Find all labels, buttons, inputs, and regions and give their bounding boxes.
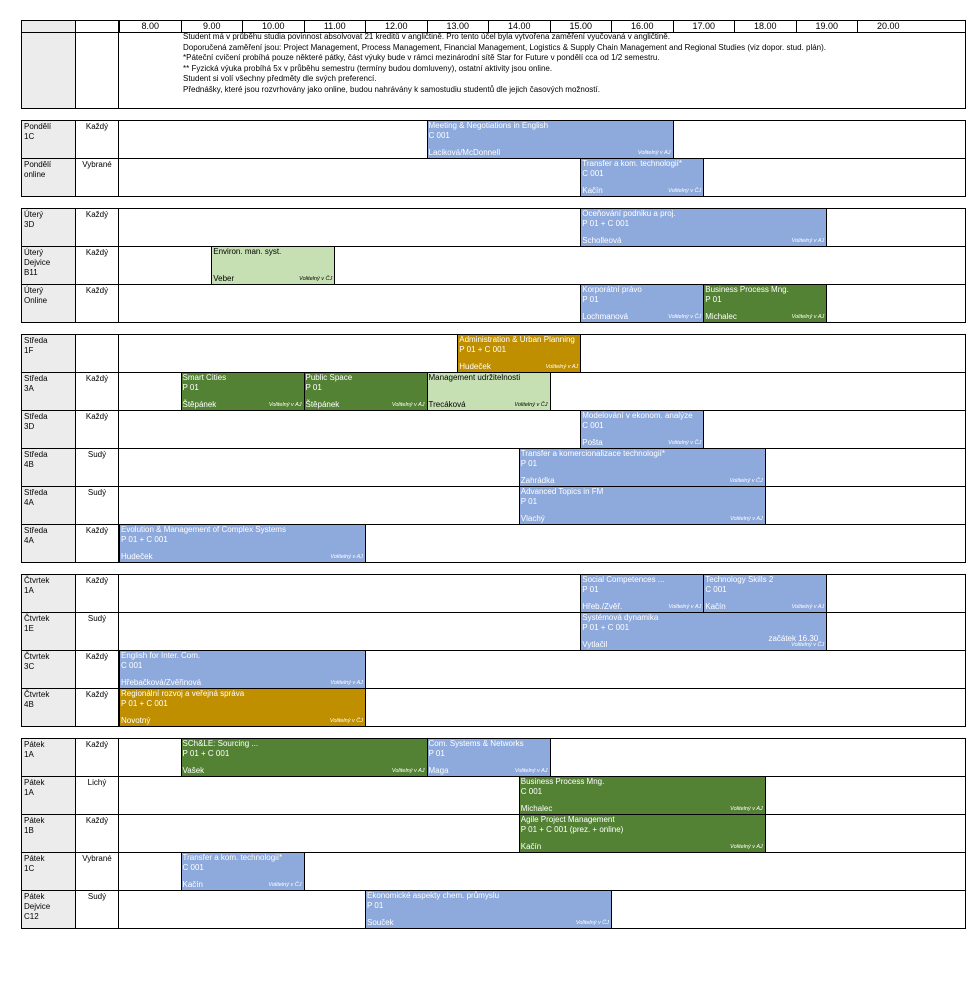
course-note: Volitelný v AJ — [330, 680, 363, 686]
row-frequency: Každý — [76, 575, 119, 612]
row-label: Pátek 1B — [22, 815, 76, 852]
course-block[interactable] — [703, 284, 827, 323]
course-note: Volitelný v AJ — [730, 516, 763, 522]
course-room: P 01 + C 001 — [582, 623, 630, 632]
info-line: Student má v průběhu studia povinnost absolvovat 21 kreditů v angličtině. Pro tento účel byla vytvořena zaměření vyučovaná v angličtině. — [183, 32, 670, 41]
course-note: Volitelný v ČJ — [514, 402, 548, 408]
course-room: C 001 — [582, 169, 604, 178]
row-frequency: Každý — [76, 285, 119, 322]
course-note: Volitelný v ČJ — [668, 314, 702, 320]
row-divider — [21, 158, 966, 159]
course-note: Volitelný v ČJ — [668, 440, 702, 446]
row-divider — [21, 410, 966, 411]
course-note: Volitelný v AJ — [268, 402, 302, 408]
course-room: C 001 — [428, 131, 450, 140]
course-note: Volitelný v ČJ — [791, 642, 825, 648]
course-note: Volitelný v AJ — [391, 402, 425, 408]
hour-header: 16.00 — [611, 20, 673, 32]
hour-header: 20.00 — [857, 20, 919, 32]
course-title: Systémová dynamika — [582, 613, 659, 622]
course-start-note: začátek 16.30 — [768, 634, 819, 643]
row-frequency: Každý — [76, 373, 119, 410]
course-title: Administration & Urban Planning — [459, 335, 575, 344]
course-lecturer: Štěpánek — [305, 400, 340, 409]
course-note: Volitelný v AJ — [730, 806, 763, 812]
course-block[interactable] — [365, 890, 612, 929]
hour-header: 13.00 — [427, 20, 489, 32]
course-lecturer: Hřebačková/Zvěřinová — [121, 678, 202, 687]
course-note: Volitelný v AJ — [791, 314, 825, 320]
course-room: P 01 + C 001 — [459, 345, 507, 354]
course-title: SCh&LE: Sourcing ... — [182, 739, 259, 748]
course-lecturer: Michalec — [520, 804, 553, 813]
course-room: C 001 — [705, 585, 727, 594]
course-note: Volitelný v ČJ — [329, 718, 363, 724]
course-lecturer: Pošta — [582, 438, 603, 447]
course-room: P 01 — [582, 295, 599, 304]
course-title: Ekonomické aspekty chem. průmyslu — [367, 891, 500, 900]
row-frequency: Každý — [76, 651, 119, 688]
course-note: Volitelný v ČJ — [668, 188, 702, 194]
course-block[interactable] — [580, 158, 704, 197]
header-label-cell — [22, 21, 76, 108]
hour-header: 14.00 — [488, 20, 550, 32]
course-block[interactable] — [427, 120, 674, 159]
row-divider — [21, 814, 966, 815]
course-title: Social Competences ... — [582, 575, 665, 584]
course-lecturer: Maga — [428, 766, 449, 775]
row-frequency: Vybrané — [76, 159, 119, 196]
course-note: Volitelný v ČJ — [299, 276, 333, 282]
row-frequency: Lichý — [76, 777, 119, 814]
course-room: C 001 — [582, 421, 604, 430]
course-title: Modelování v ekonom. analýze — [582, 411, 693, 420]
course-room: C 001 — [182, 863, 204, 872]
row-label: Středa 3A — [22, 373, 76, 410]
header-freq-cell — [76, 21, 119, 108]
course-block[interactable] — [519, 776, 766, 815]
course-block[interactable] — [580, 410, 704, 449]
row-label: Pátek 1A — [22, 777, 76, 814]
row-label: Pátek Dejvice C12 — [22, 891, 76, 928]
row-label: Pondělí 1C — [22, 121, 76, 158]
info-line: *Páteční cvičení probíhá pouze některé pátky, část výuky bude v rámci mezinárodní sítě Star for Future v pondělí cca od 1/2 semestru. — [183, 53, 660, 62]
hour-header: 9.00 — [181, 20, 243, 32]
course-title: Transfer a kom. technologií* — [582, 159, 682, 168]
course-title: English for Inter. Com. — [121, 651, 201, 660]
course-block[interactable] — [119, 688, 366, 727]
course-lecturer: Scholleová — [582, 236, 622, 245]
row-divider — [21, 852, 966, 853]
row-frequency: Každý — [76, 247, 119, 284]
course-title: Technology Skills 2 — [705, 575, 774, 584]
row-frequency: Sudý — [76, 613, 119, 650]
hour-header: 12.00 — [365, 20, 427, 32]
info-line: Doporučená zaměření jsou: Project Management, Process Management, Financial Management, Logistics & Supply Chain Management and Regional Studies (viz dopor. stud. plán). — [183, 42, 827, 52]
course-block[interactable] — [119, 524, 366, 563]
row-frequency: Vybrané — [76, 853, 119, 890]
course-room: P 01 — [367, 901, 384, 910]
course-room: P 01 — [305, 383, 322, 392]
info-line: Student si volí všechny předměty dle svých preferencí. — [183, 74, 377, 83]
course-lecturer: Veber — [213, 274, 235, 283]
row-label: Středa 4A — [22, 487, 76, 524]
course-block[interactable] — [580, 574, 704, 613]
course-room: P 01 + C 001 — [582, 219, 630, 228]
row-label: Pátek 1A — [22, 739, 76, 776]
row-label: Pondělí online — [22, 159, 76, 196]
hour-header: 8.00 — [119, 20, 181, 32]
course-title: Korporátní právo — [582, 285, 642, 294]
course-lecturer: Štěpánek — [182, 400, 217, 409]
row-label: Středa 4A — [22, 525, 76, 562]
row-label: Čtvrtek 1A — [22, 575, 76, 612]
course-lecturer: Novotný — [121, 716, 151, 725]
course-lecturer: Kačín — [705, 602, 726, 611]
row-frequency: Sudý — [76, 487, 119, 524]
row-label: Úterý Online — [22, 285, 76, 322]
course-lecturer: Michalec — [705, 312, 737, 321]
row-divider — [21, 448, 966, 449]
course-note: Volitelný v AJ — [791, 604, 825, 610]
hour-header: 10.00 — [242, 20, 304, 32]
row-label: Úterý 3D — [22, 209, 76, 246]
course-title: Advanced Topics in FM — [520, 487, 604, 496]
course-note: Volitelný v ČJ — [575, 920, 609, 926]
row-divider — [21, 776, 966, 777]
course-room: P 01 + C 001 (prez. + online) — [520, 825, 624, 834]
course-title: Com. Systems & Networks — [428, 739, 524, 748]
course-block[interactable] — [181, 738, 428, 777]
course-block[interactable] — [427, 738, 551, 777]
row-label: Středa 3D — [22, 411, 76, 448]
course-room: P 01 + C 001 — [121, 699, 168, 708]
row-frequency: Každý — [76, 525, 119, 562]
course-title: Smart Cities — [182, 373, 227, 382]
row-divider — [21, 246, 966, 247]
course-room: P 01 — [582, 585, 599, 594]
info-line: ** Fyzická výuka probíhá 5x v průběhu semestru (termíny budou domluveny), ostatní aktivity jsou online. — [183, 63, 553, 73]
course-lecturer: Hřeb./Zvěř. — [582, 602, 623, 611]
row-label: Středa 1F — [22, 335, 76, 372]
course-lecturer: Laciková/McDonnell — [428, 148, 501, 157]
course-note: Volitelný v AJ — [514, 768, 548, 774]
row-label: Čtvrtek 3C — [22, 651, 76, 688]
course-note: Volitelný v AJ — [668, 604, 702, 610]
course-block[interactable] — [519, 814, 766, 853]
course-lecturer: Hudeček — [459, 362, 491, 371]
course-lecturer: Kačín — [182, 880, 203, 889]
row-frequency: Každý — [76, 689, 119, 726]
course-lecturer: Souček — [367, 918, 394, 927]
hour-header: 15.00 — [550, 20, 612, 32]
course-block[interactable] — [580, 284, 704, 323]
course-lecturer: Trecáková — [428, 400, 466, 409]
course-note: Volitelný v ČJ — [729, 478, 763, 484]
course-title: Evolution & Management of Complex Systems — [121, 525, 286, 534]
course-title: Transfer a komercionalizace technologií* — [520, 449, 665, 458]
row-label: Úterý Dejvice B11 — [22, 247, 76, 284]
course-title: Oceňování podniku a proj. — [582, 209, 676, 218]
row-frequency: Každý — [76, 209, 119, 246]
row-divider — [21, 486, 966, 487]
course-lecturer: Kačín — [520, 842, 542, 851]
course-lecturer: Kačín — [582, 186, 603, 195]
hour-header: 17.00 — [673, 20, 735, 32]
course-note: Volitelný v AJ — [730, 844, 763, 850]
course-room: C 001 — [520, 787, 543, 796]
course-lecturer: Vytlačil — [582, 640, 608, 649]
course-block[interactable] — [181, 372, 305, 411]
course-block[interactable] — [119, 650, 366, 689]
course-title: Business Process Mng. — [520, 777, 605, 786]
course-room: C 001 — [121, 661, 143, 670]
course-block[interactable] — [457, 334, 581, 373]
row-label: Středa 4B — [22, 449, 76, 486]
course-room: P 01 — [520, 459, 538, 468]
course-room: P 01 + C 001 — [182, 749, 230, 758]
course-note: Volitelný v AJ — [637, 150, 671, 156]
course-block[interactable] — [703, 574, 827, 613]
course-lecturer: Vlachý — [520, 514, 545, 523]
course-room: P 01 — [705, 295, 722, 304]
course-block[interactable] — [519, 486, 766, 525]
course-lecturer: Hudeček — [121, 552, 153, 561]
course-room: P 01 — [182, 383, 199, 392]
info-notes — [183, 32, 963, 95]
row-label: Čtvrtek 1E — [22, 613, 76, 650]
course-note: Volitelný v AJ — [391, 768, 425, 774]
course-block[interactable] — [304, 372, 428, 411]
course-title: Public Space — [305, 373, 353, 382]
course-lecturer: Lochmanová — [582, 312, 629, 321]
course-note: Volitelný v AJ — [330, 554, 363, 560]
course-note: Volitelný v AJ — [545, 364, 579, 370]
row-frequency: Každý — [76, 739, 119, 776]
course-note: Volitelný v ČJ — [268, 882, 302, 888]
row-frequency: Sudý — [76, 449, 119, 486]
course-block[interactable] — [427, 372, 551, 411]
row-frequency: Sudý — [76, 891, 119, 928]
course-title: Business Process Mng. — [705, 285, 789, 294]
course-title: Management udržitelnosti — [428, 373, 521, 382]
course-room: P 01 — [428, 749, 445, 758]
info-line: Přednášky, které jsou rozvrhovány jako online, budou nahrávány k samostudiu studentů dle jejich časových možností. — [183, 84, 600, 94]
course-block[interactable] — [211, 246, 335, 285]
course-title: Transfer a kom. technologií* — [182, 853, 283, 862]
course-title: Agile Project Management — [520, 815, 615, 824]
row-frequency: Každý — [76, 815, 119, 852]
course-block[interactable] — [181, 852, 305, 891]
course-title: Regionální rozvoj a veřejná správa — [121, 689, 245, 698]
row-label: Čtvrtek 4B — [22, 689, 76, 726]
course-lecturer: Zahrádka — [520, 476, 555, 485]
course-block[interactable] — [580, 208, 827, 247]
hour-header: 18.00 — [734, 20, 796, 32]
course-block[interactable] — [580, 612, 827, 651]
hour-header: 19.00 — [796, 20, 858, 32]
course-block[interactable] — [519, 448, 766, 487]
course-room: P 01 — [520, 497, 538, 506]
course-lecturer: Vašek — [182, 766, 205, 775]
row-frequency: Každý — [76, 121, 119, 158]
row-label: Pátek 1C — [22, 853, 76, 890]
course-note: Volitelný v AJ — [791, 238, 825, 244]
hour-header: 11.00 — [304, 20, 366, 32]
course-room: P 01 + C 001 — [121, 535, 168, 544]
course-title: Meeting & Negotiations in English — [428, 121, 549, 130]
course-title: Environ. man. syst. — [213, 247, 282, 256]
row-frequency: Každý — [76, 411, 119, 448]
row-frequency — [76, 335, 119, 372]
